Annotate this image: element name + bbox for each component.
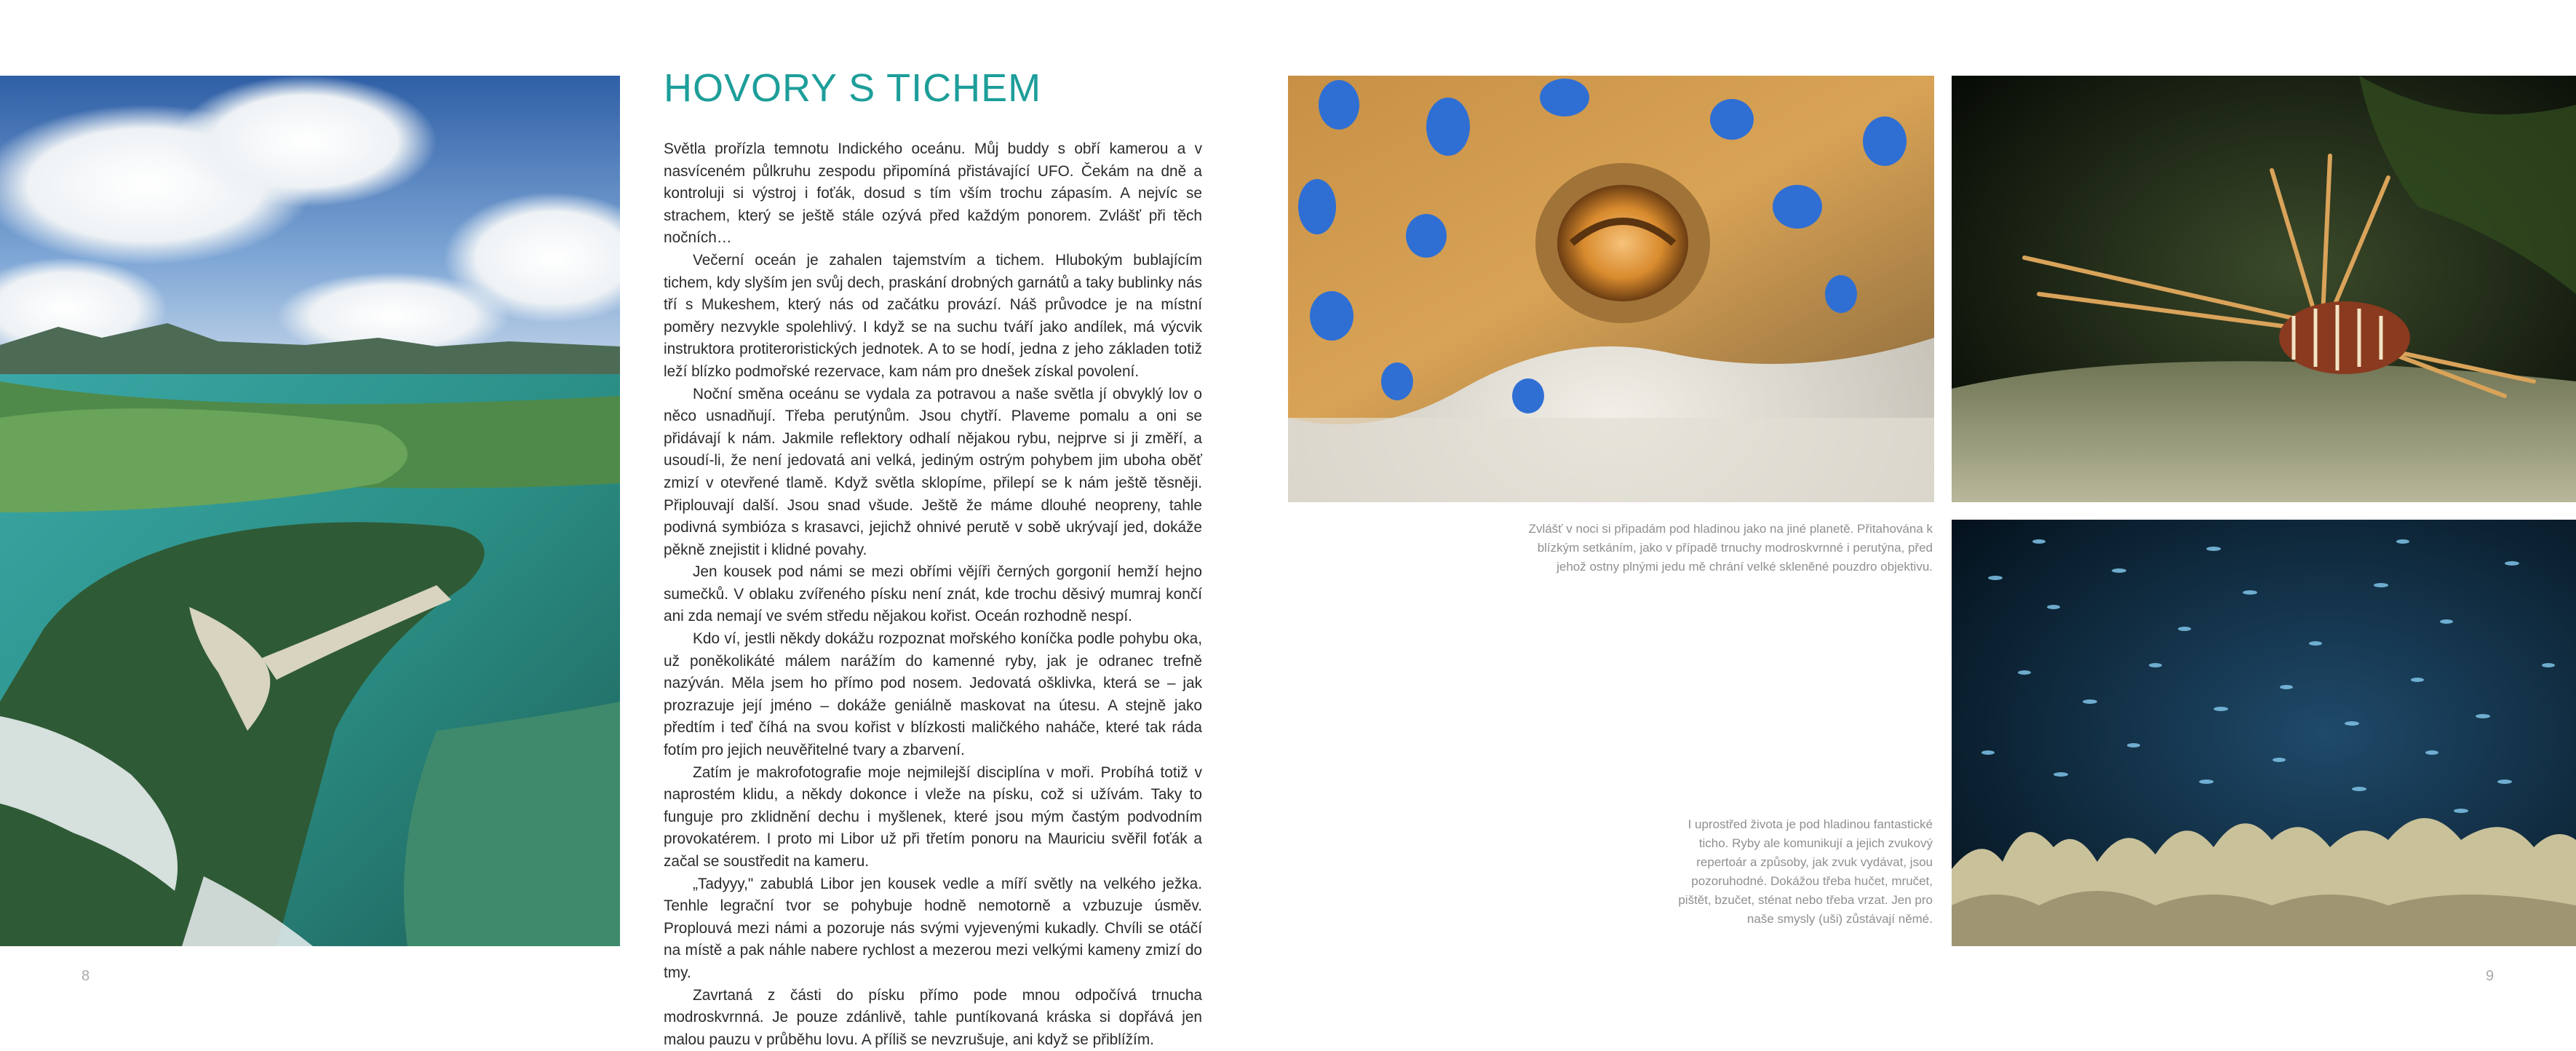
paragraph: Zatím je makrofotografie moje nejmilejší disciplína v moři. Probíhá totiž v naprostém klidu, a někdy dokonce i vleže na písku, což si užívám. Taky to funguje pro zklidnění dechu i myšlenek, které jsou mým častým podvodním provokatérem. I proto mi Libor už při třetím ponoru na Mauriciu svěřil foťák a začal se soustředit na kameru. bbox=[664, 764, 1202, 870]
paragraph: Kdo ví, jestli někdy dokážu rozpoznat mořského koníčka podle pohybu oka, už poněkolikáté málem narážím do kamenné ryby, jak je odranec trefně nazýván. Měla jsem ho přímo pod nosem. Jedovatá ošklivka, která se – jak prozrazuje její jméno – dokáže geniálně maskovat na útesu. A stejně jako předtím i teď číhá na svou kořist v blízkosti maličkého naháče, které tak ráda fotím pro jejich neuvěřitelné tvary a zbarvení. bbox=[664, 630, 1202, 759]
paragraph: „Tadyyy," zabublá Libor jen kousek vedle a míří světly na velkého ježka. Tenhle legrační tvor se pohybuje hodně nemotorně a vzbuzuje úsměv. Proplouvá mezi námi a pozoruje nás svými vyjevenými kukadly. Chvíli se otáčí na místě a pak náhle nabere rychlost a mezerou mezi velkými kameny zmizí do tmy. bbox=[664, 875, 1202, 981]
stingray-caption: Zvlášť v noci si připadám pod hladinou jako na jiné planetě. Přitahována k blízkým setkáním, jako v případě trnuchy modroskvrnné i perutýna, před jehož ostny plnými jedu mě chrání velké skleněné pouzdro objektivu. bbox=[1528, 522, 1933, 574]
article-body bbox=[664, 138, 1202, 1051]
paragraph: Večerní oceán je zahalen tajemstvím a tichem. Hlubokým bublajícím tichem, kdy slyším jen svůj dech, praskání drobných garnátů a taky bublinky nás tří s Mukeshem, který nás od začátku provází. Náš průvodce je na místní poměry nezvykle spolehlivý. I když se na suchu tváří jako andílek, má výcvik instruktora protiteroristických jednotek. A to se hodí, jedna z jeho základen totiž leží blízko podmořské rezervace, kam nám pro dnešek získal povolení. bbox=[664, 251, 1202, 380]
page-number-right: 9 bbox=[2486, 968, 2494, 984]
lionfish-photo bbox=[1952, 76, 2576, 502]
stingray-photo bbox=[1288, 76, 1934, 502]
aerial-island-photo bbox=[0, 76, 620, 946]
page-number-left: 8 bbox=[82, 968, 90, 984]
fish-school-caption: I uprostřed života je pod hladinou fantastické ticho. Ryby ale komunikují a jejich zvukový repertoár a způsoby, jak zvuk vydávat, jsou pozoruhodné. Dokážou třeba hučet, mručet, pištět, bzučet, sténat nebo třeba vrzat. Jen pro naše smysly (uši) zůstávají němé. bbox=[1678, 817, 1933, 926]
article-title: HOVORY S TICHEM bbox=[664, 66, 1042, 110]
paragraph: Noční směna oceánu se vydala za potravou a naše světla jí obvyklý lov o něco usnadňují. Třeba perutýnům. Jsou chytří. Plaveme pomalu a oni se přidávají k nám. Jakmile reflektory odhalí nějakou rybu, nejprve si ji změří, a usoudí-li, že není jedovatá ani velká, jediným ostrým pohybem jim uboha oběť zmizí v otevřené tlamě. Když světla sklopíme, přilepí se k nám ještě těsněji. Připlouvají další. Jsou snad všude. Ještě že máme dlouhé neopreny, tahle podivná symbióza s krasavci, jejichž ohnivé perutě v sobě ukrývají jed, dokáže pěkně znejistit i klidné povahy. bbox=[664, 385, 1202, 558]
paragraph: Jen kousek pod námi se mezi obřími vějíři černých gorgonií hemží hejno sumečků. V oblaku zvířeného písku není znát, kde trochu děsivý mumraj končí ani zda nemají ve svém středu nějakou kořist. Oceán rozhodně nespí. bbox=[664, 563, 1202, 625]
paragraph: Světla prořízla temnotu Indického oceánu. Můj buddy s obří kamerou a v nasvíceném půlkruhu zespodu připomíná přistávající UFO. Čekám na dně a kontroluji si výstroj i foťák, dosud s tím vším trochu zápasím. A nejvíc se strachem, který se ještě stále ozývá před každým ponorem. Zvlášť při těch nočních… bbox=[664, 140, 1202, 247]
paragraph: Zavrtaná z části do písku přímo pode mnou odpočívá trnucha modroskvrnná. Je pouze zdánlivě, tahle puntíkovaná kráska si dopřává jen malou pauzu v průběhu lovu. A příliš se nevzrušuje, ani když se přiblížím. bbox=[664, 986, 1202, 1048]
fish-school-coral-photo bbox=[1952, 520, 2576, 946]
